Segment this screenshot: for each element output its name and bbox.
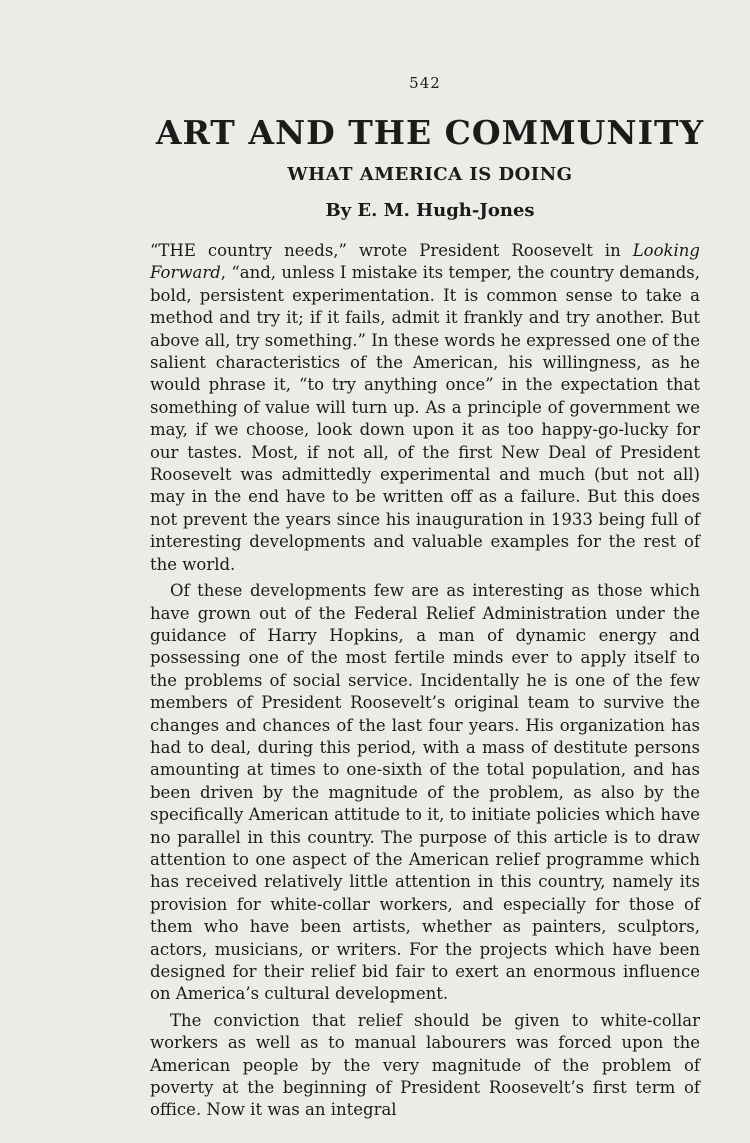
book-title: Looking Forward (150, 241, 700, 283)
paragraph-3: The conviction that relief should be given to white-collar workers as well as to manual labourers was forced upon the American people by the very magnitude of the problem of poverty at the beginning of President Roosevelt’s first term of office. Now it was an integral (150, 1010, 700, 1120)
article-title: ART AND THE COMMUNITY (155, 113, 705, 152)
article-subtitle: WHAT AMERICA IS DOING (287, 164, 573, 185)
article-body (150, 240, 700, 1122)
paragraph-2: Of these developments few are as interesting as those which have grown out of the Federal Relief Administration under the guidance of Harry Hopkins, a man of dynamic energy and possessing one of the most fertile minds ever to apply itself to the problems of social service. Incidentally he is one of the few members of President Roosevelt’s original team to survive the changes and chances of the last four years. His organization has had to deal, during this period, with a mass of destitute persons amounting at times to one-sixth of the total population, and has been driven by the magnitude of the problem, as also by the specifically American attitude to it, to initiate policies which have no parallel in this country. The purpose of this article is to draw attention to one aspect of the American relief programme which has received relatively little attention in this country, namely its provision for white-collar workers, and especially for those of them who have been artists, whether as painters, sculptors, actors, musicians, or writers. For the projects which have been designed for their relief bid fair to exert an enormous influence on America’s cultural development. (150, 581, 700, 1004)
paragraph-1 (150, 240, 700, 576)
author-byline: By E. M. Hugh-Jones (325, 200, 535, 221)
page-number: 542 (409, 74, 441, 92)
paragraph-1-rest: , “and, unless I mistake its temper, the country demands, bold, persistent experimentation. It is common sense to take a method and try it; if it fails, admit it frankly and try another. But above all, try something.” In these words he expressed one of the salient characteristics of the American, his willingness, as he would phrase it, “to try anything once” in the expectation that something of value will turn up. As a principle of government we may, if we choose, look down upon it as too happy-go-lucky for our tastes. Most, if not all, of the first New Deal of President Roosevelt was admittedly experimental and much (but not all) may in the end have to be written off as a failure. But this does not prevent the years since his inauguration in 1933 being full of interesting developments and valuable examples for the rest of the world. (150, 263, 700, 574)
paragraph-1-lead: “THE country needs,” wrote President Roosevelt in (150, 241, 633, 260)
